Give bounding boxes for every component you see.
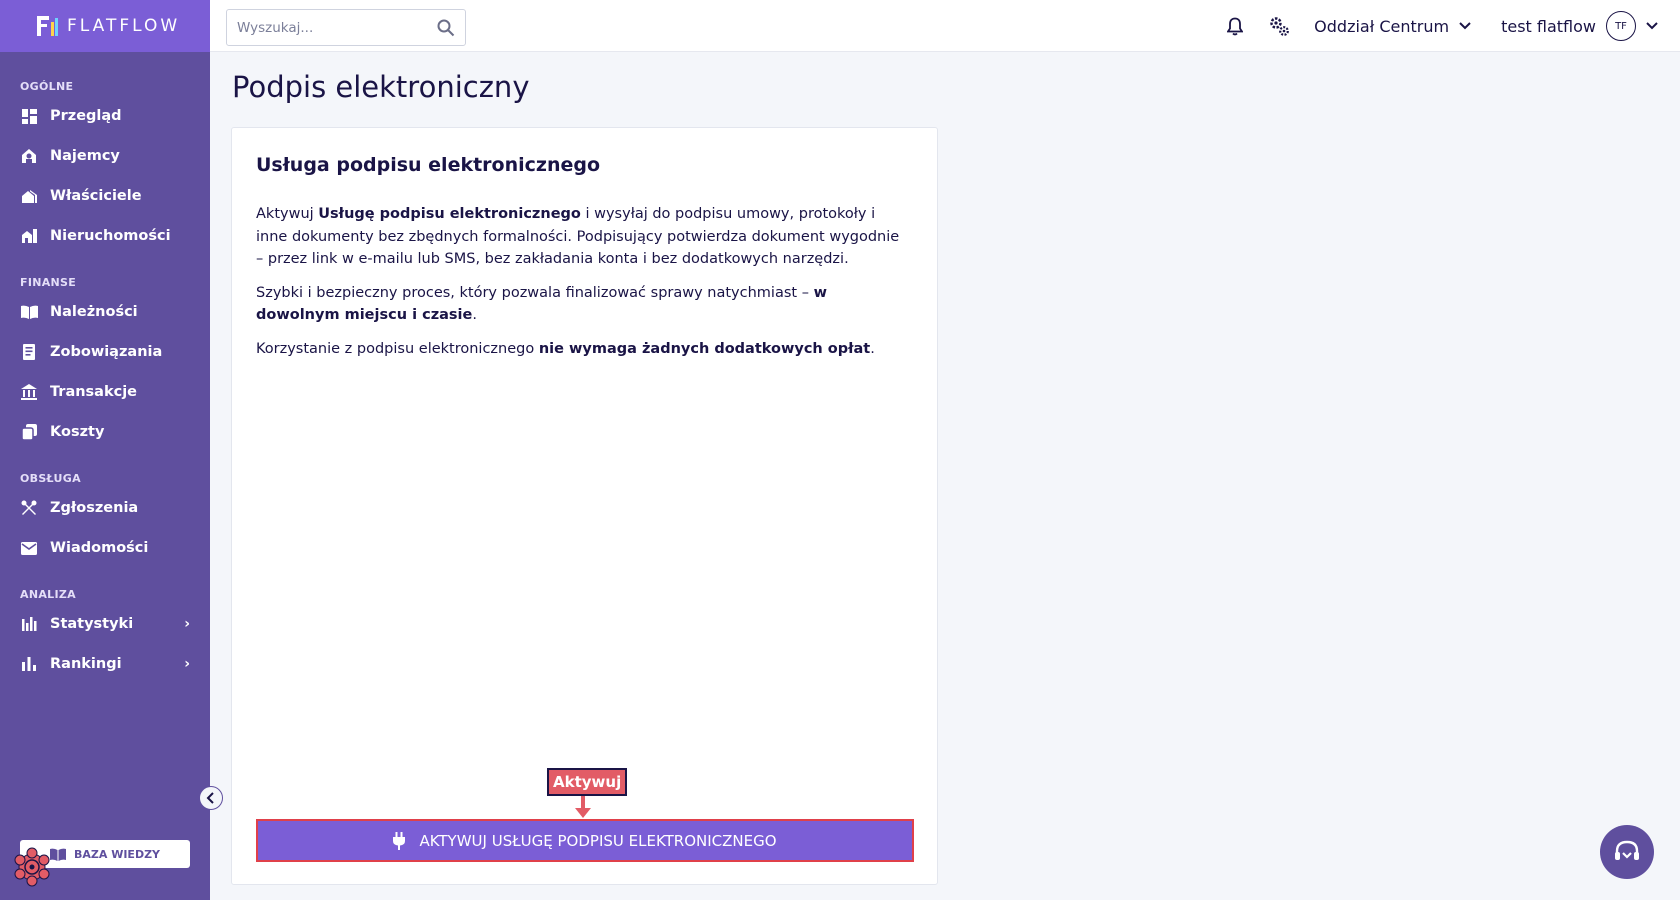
search-input[interactable] <box>237 20 437 36</box>
bell-icon[interactable] <box>1224 15 1246 37</box>
avatar: TF <box>1606 11 1636 41</box>
tools-icon <box>20 499 38 517</box>
branch-selector[interactable] <box>1314 17 1471 36</box>
chevron-right-icon: › <box>184 656 190 672</box>
branch-label: Oddział Centrum <box>1314 16 1450 36</box>
card-title: Usługa podpisu elektronicznego <box>256 154 601 176</box>
sidebar-item-przeglad[interactable] <box>0 96 210 136</box>
action-tooltip: Aktywuj <box>547 768 627 796</box>
section-title-obsluga: OBSŁUGA <box>20 471 81 485</box>
card-description <box>256 203 911 371</box>
tooltip-arrow-head <box>575 808 591 818</box>
sidebar-item-label: Wiadomości <box>50 540 149 556</box>
sidebar-item-statystyki[interactable] <box>0 604 210 644</box>
knowledge-base-label: BAZA WIEDZY <box>73 847 161 861</box>
sidebar-item-label: Zobowiązania <box>50 344 163 360</box>
sidebar-item-label: Statystyki <box>50 616 134 632</box>
chevron-down-icon <box>1646 22 1658 30</box>
sidebar-item-label: Nieruchomości <box>50 228 171 244</box>
section-title-finanse: FINANSE <box>20 275 77 289</box>
sidebar-item-zgloszenia[interactable] <box>0 488 210 528</box>
paragraph-intro: Aktywuj Usługę podpisu elektronicznego i wysyłaj do podpisu umowy, protokoły i inne dokumenty bez zbędnych formalności. Podpisujący potwierdza dokument wygodnie – przez link w e-mailu lub SMS, bez zakładania konta i bez dodatkowych narzędzi. <box>256 206 900 267</box>
section-title-analiza: ANALIZA <box>20 587 76 601</box>
paragraph-fees: Korzystanie z podpisu elektronicznego nie wymaga żadnych dodatkowych opłat. <box>256 340 875 357</box>
paragraph-process: Szybki i bezpieczny proces, który pozwala finalizować sprawy natychmiast – w dowolnym miejscu i czasie. <box>256 284 827 323</box>
sidebar-item-label: Właściciele <box>50 188 142 204</box>
support-chat-button[interactable] <box>1600 825 1654 879</box>
sidebar-item-zobowiazania[interactable] <box>0 332 210 372</box>
sidebar-item-label: Koszty <box>50 424 105 440</box>
mail-icon <box>20 539 38 557</box>
sidebar-item-label: Transakcje <box>50 384 138 400</box>
sidebar-item-label: Zgłoszenia <box>50 500 139 516</box>
sidebar-item-label: Najemcy <box>50 148 120 164</box>
top-bar-right <box>1202 0 1658 52</box>
book-icon <box>20 303 38 321</box>
sidebar-item-label: Przegląd <box>50 108 122 124</box>
headset-icon <box>1613 839 1641 865</box>
search-box[interactable] <box>226 9 466 46</box>
sidebar-item-wlasciciele[interactable] <box>0 176 210 216</box>
owners-icon <box>20 187 38 205</box>
tenant-icon <box>20 147 38 165</box>
bank-icon <box>20 383 38 401</box>
sidebar-collapse-button[interactable] <box>199 786 223 810</box>
sidebar-item-label: Należności <box>50 304 138 320</box>
chevron-down-icon <box>1459 22 1471 30</box>
document-icon <box>20 343 38 361</box>
sidebar-item-transakcje[interactable] <box>0 372 210 412</box>
sidebar-item-label: Rankingi <box>50 656 122 672</box>
book-open-icon <box>50 848 66 861</box>
user-menu[interactable] <box>1501 11 1658 41</box>
flatflow-logo-icon <box>37 16 57 36</box>
user-name: test flatflow <box>1501 16 1596 36</box>
activate-button-label: AKTYWUJ USŁUGĘ PODPISU ELEKTRONICZNEGO <box>419 831 777 850</box>
gears-icon[interactable] <box>1268 15 1290 37</box>
plug-icon <box>393 832 405 850</box>
react-gear-icon[interactable] <box>12 847 52 887</box>
sidebar-item-naleznosci[interactable] <box>0 292 210 332</box>
building-icon <box>20 227 38 245</box>
sidebar-nav <box>0 52 210 684</box>
section-title-ogolne: OGÓLNE <box>20 79 74 93</box>
chevron-left-icon <box>206 792 216 804</box>
sidebar-item-koszty[interactable] <box>0 412 210 452</box>
page-title: Podpis elektroniczny <box>232 70 530 104</box>
sidebar-item-najemcy[interactable] <box>0 136 210 176</box>
chevron-right-icon: › <box>184 616 190 632</box>
grid-icon <box>20 107 38 125</box>
activate-e-signature-button[interactable] <box>256 819 914 862</box>
sidebar-item-nieruchomosci[interactable] <box>0 216 210 256</box>
stats-icon <box>20 615 38 633</box>
sidebar-item-rankingi[interactable] <box>0 644 210 684</box>
search-icon <box>437 19 455 37</box>
bar-chart-icon <box>20 655 38 673</box>
sidebar-item-wiadomosci[interactable] <box>0 528 210 568</box>
logo[interactable] <box>0 0 210 52</box>
sidebar <box>0 0 210 900</box>
top-bar <box>210 0 1680 52</box>
copy-icon <box>20 423 38 441</box>
brand-name: FLATFLOW <box>67 16 181 36</box>
